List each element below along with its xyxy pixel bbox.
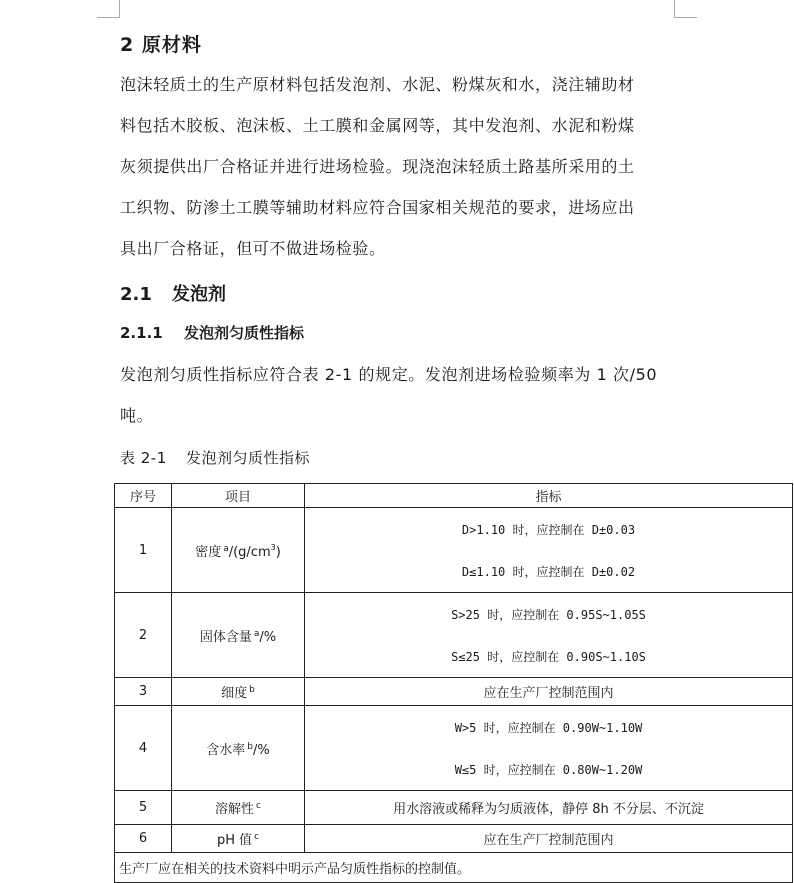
paragraph-line: 具出厂合格证，但可不做进场检验。 bbox=[120, 239, 386, 258]
row-no: 6 bbox=[115, 825, 172, 853]
table-header-row bbox=[115, 484, 793, 508]
paragraph-line: 料包括木胶板、泡沫板、土工膜和金属网等，其中发泡剂、水泥和粉煤 bbox=[120, 116, 635, 135]
section-title: 原材料 bbox=[141, 34, 202, 56]
table-number: 表 2-1 bbox=[120, 449, 167, 467]
row-item: 固体含量 $^a$/% bbox=[172, 593, 305, 678]
subsubsection-title: 发泡剂匀质性指标 bbox=[184, 324, 305, 342]
row-spec bbox=[305, 593, 793, 678]
spec-line: S≤25 时，应控制在 0.90S~1.10S bbox=[451, 649, 646, 664]
row-spec: 应在生产厂控制范围内 bbox=[305, 825, 793, 853]
header-no: 序号 bbox=[115, 484, 172, 508]
row-spec bbox=[305, 706, 793, 791]
table-row bbox=[115, 593, 793, 678]
table-title: 发泡剂匀质性指标 bbox=[186, 449, 311, 467]
spec-line: D>1.10 时，应控制在 D±0.03 bbox=[461, 522, 636, 537]
spec-line: D≤1.10 时，应控制在 D±0.02 bbox=[461, 564, 636, 579]
footnote-marker: c bbox=[254, 832, 260, 842]
footnote-marker: b bbox=[247, 741, 253, 752]
row-item: 溶解性 $^c$ bbox=[172, 791, 305, 825]
table-caption bbox=[120, 447, 310, 468]
footnote-marker: c bbox=[256, 801, 261, 811]
table-footnote-row bbox=[115, 853, 793, 883]
row-item: 含水率 $^b$/% bbox=[172, 706, 305, 791]
subsubsection-number: 2.1.1 bbox=[120, 324, 163, 342]
table-row bbox=[115, 508, 793, 593]
row-no: 5 bbox=[115, 791, 172, 825]
paragraph-line: 吨。 bbox=[120, 406, 154, 425]
row-spec bbox=[305, 508, 793, 593]
section-number: 2 bbox=[120, 34, 135, 56]
crop-mark bbox=[97, 17, 120, 18]
paragraph-line: 发泡剂匀质性指标应符合表 2-1 的规定。发泡剂进场检验频率为 1 次/50 bbox=[120, 365, 658, 384]
subsection-title: 发泡剂 bbox=[172, 284, 226, 305]
table-row bbox=[115, 791, 793, 825]
row-spec: 用水溶液或稀释为匀质液体，静停 8h 不分层、不沉淀 bbox=[305, 791, 793, 825]
section-heading bbox=[120, 30, 202, 57]
row-item: 密度 $^a/(g/cm^3)$ bbox=[172, 508, 305, 593]
row-item: pH 值 $^c$ bbox=[172, 825, 305, 853]
header-spec: 指标 bbox=[305, 484, 793, 508]
paragraph-line: 工织物、防渗土工膜等辅助材料应符合国家相关规范的要求，进场应出 bbox=[120, 198, 635, 217]
subsection-heading bbox=[120, 280, 226, 306]
footnote-marker: b bbox=[249, 685, 255, 695]
crop-mark bbox=[119, 0, 120, 18]
spec-line: W>5 时，应控制在 0.90W~1.10W bbox=[454, 720, 643, 735]
row-item: 细度 $^b$ bbox=[172, 678, 305, 706]
table-footnote: 生产厂应在相关的技术资料中明示产品匀质性指标的控制值。 bbox=[115, 853, 793, 883]
footnote-marker: a bbox=[223, 543, 229, 554]
spec-table bbox=[114, 483, 793, 883]
spec-line: S>25 时，应控制在 0.95S~1.05S bbox=[451, 607, 646, 622]
row-spec: 应在生产厂控制范围内 bbox=[305, 678, 793, 706]
spec-line: W≤5 时，应控制在 0.80W~1.20W bbox=[454, 762, 643, 777]
row-no: 2 bbox=[115, 593, 172, 678]
row-no: 3 bbox=[115, 678, 172, 706]
table-row bbox=[115, 706, 793, 791]
crop-mark bbox=[674, 0, 675, 18]
intro-paragraph bbox=[120, 64, 680, 269]
subsubsection-heading bbox=[120, 322, 304, 343]
paragraph-line: 泡沫轻质土的生产原材料包括发泡剂、水泥、粉煤灰和水，浇注辅助材 bbox=[120, 75, 635, 94]
unit-exponent: 3 bbox=[270, 542, 276, 552]
footnote-marker: a bbox=[253, 628, 260, 639]
subsection-number: 2.1 bbox=[120, 284, 152, 305]
table-row bbox=[115, 825, 793, 853]
header-item: 项目 bbox=[172, 484, 305, 508]
table-row bbox=[115, 678, 793, 706]
body-paragraph bbox=[120, 354, 680, 436]
paragraph-line: 灰须提供出厂合格证并进行进场检验。现浇泡沫轻质土路基所采用的土 bbox=[120, 157, 635, 176]
crop-mark bbox=[674, 17, 697, 18]
row-no: 1 bbox=[115, 508, 172, 593]
row-no: 4 bbox=[115, 706, 172, 791]
